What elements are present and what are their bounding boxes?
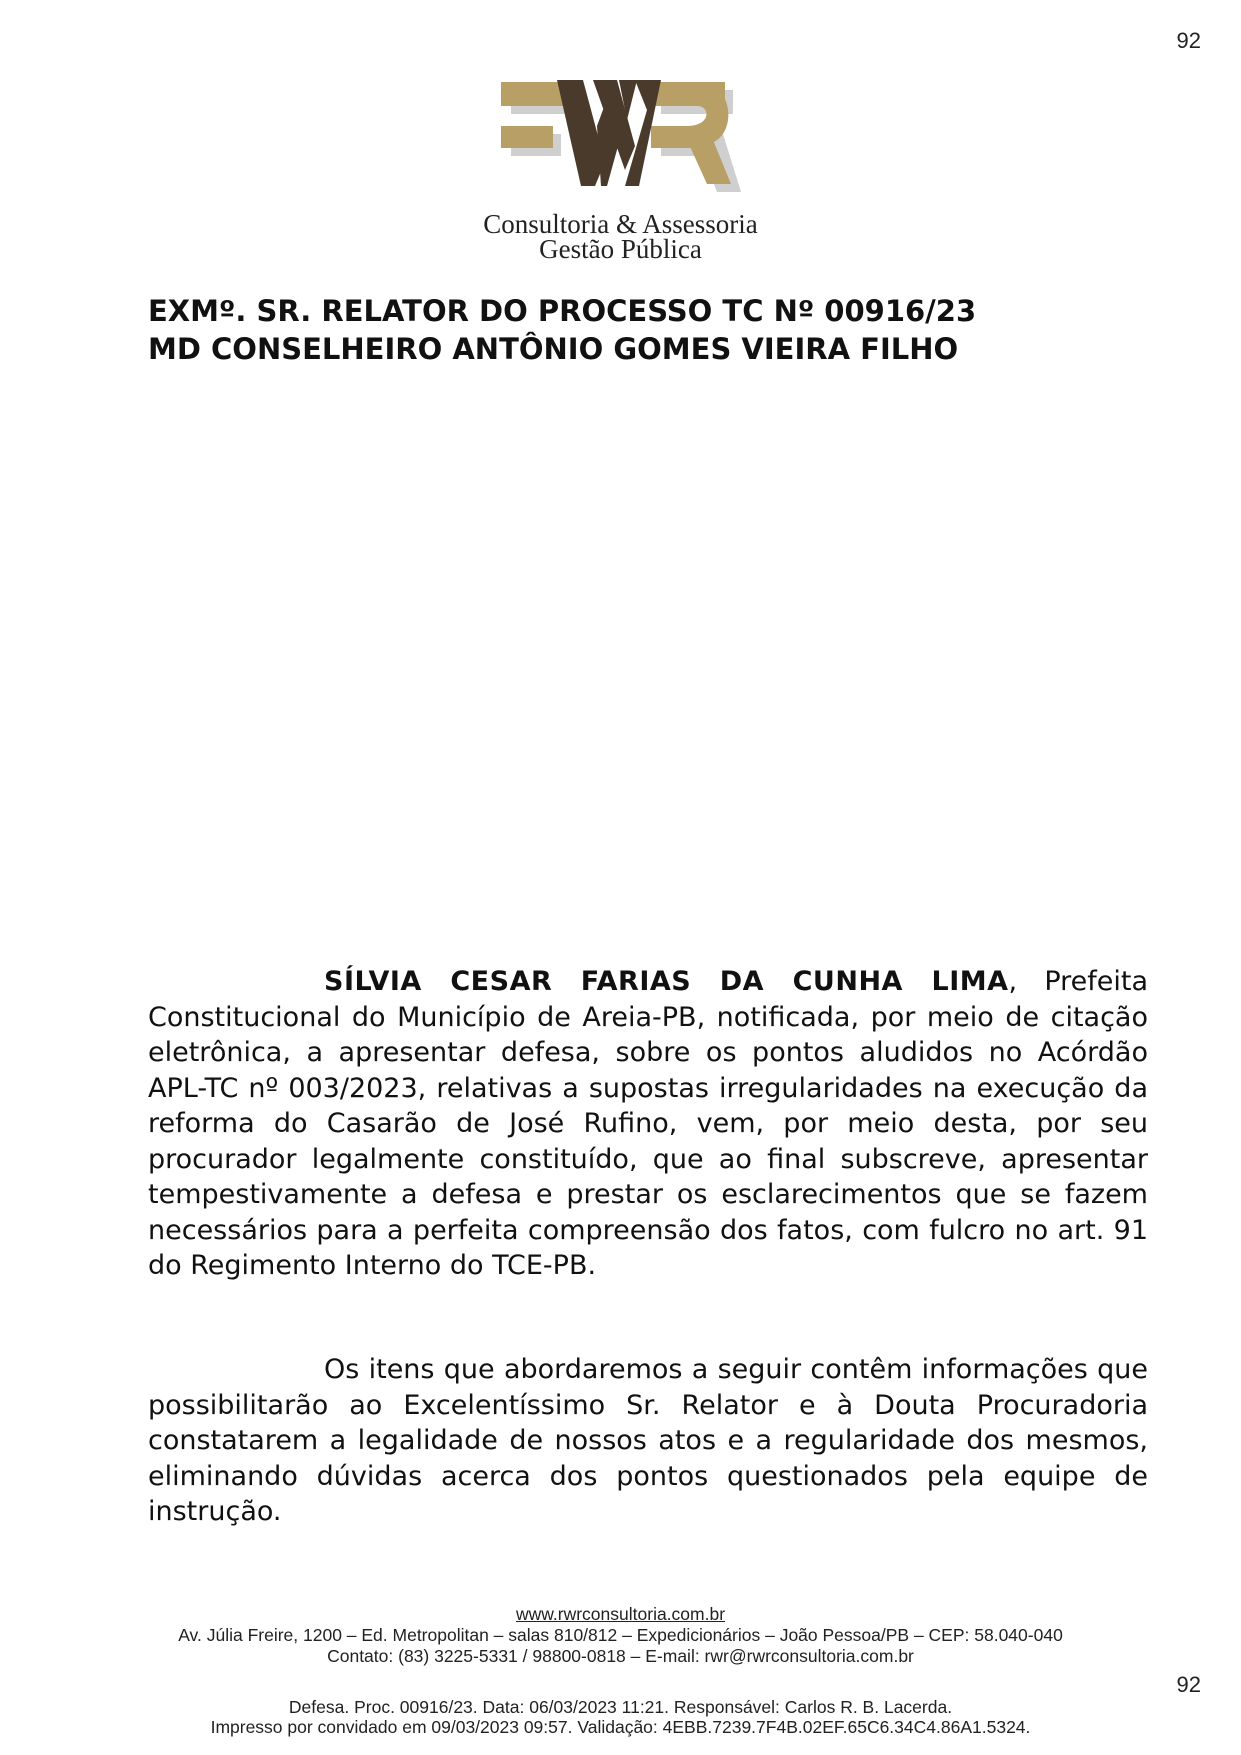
- logo-tagline-2: Gestão Pública: [539, 234, 702, 264]
- paragraph-2: [148, 1352, 1148, 1530]
- footer-address: Av. Júlia Freire, 1200 – Ed. Metropolitan – salas 810/812 – Expedicionários – João Pessoa/PB – CEP: 58.040-040: [178, 1625, 1063, 1645]
- stamp-line-1: Defesa. Proc. 00916/23. Data: 06/03/2023 11:21. Responsável: Carlos R. B. Lacerda.: [288, 1697, 953, 1717]
- logo-tagline-1: Consultoria & Assessoria: [483, 209, 758, 239]
- paragraph-1-text: , Prefeita Constitucional do Município de Areia-PB, notificada, por meio de citação eletrônica, a apresentar defesa, sobre os pontos aludidos no Acórdão APL-TC nº 003/2023, relativas a supostas irregularidades na execução da reforma do Casarão de José Rufino, vem, por meio desta, por seu procurador legalmente constituído, que ao final subscreve, apresentar tempestivamente a defesa e prestar os esclarecimentos que se fazem necessários para a perfeita compreensão dos fatos, com fulcro no art. 91 do Regimento Interno do TCE-PB.: [148, 966, 1149, 1281]
- footer-website-link[interactable]: www.rwrconsultoria.com.br: [515, 1604, 726, 1624]
- paragraph-1: [148, 964, 1148, 1284]
- heading-line-2: MD CONSELHEIRO ANTÔNIO GOMES VIEIRA FILHO: [148, 332, 959, 366]
- heading-line-1: EXMº. SR. RELATOR DO PROCESSO TC Nº 00916/23: [148, 294, 977, 328]
- stamp-line-2: Impresso por convidado em 09/03/2023 09:57. Validação: 4EBB.7239.7F4B.02EF.65C6.34C4.86A1.5324.: [210, 1717, 1031, 1737]
- document-heading: [148, 292, 976, 368]
- rwr-logo-mark: [501, 80, 741, 198]
- company-logo: [0, 80, 1241, 262]
- footer-contact: [0, 1604, 1241, 1667]
- paragraph-2-text: Os itens que abordaremos a seguir contêm informações que possibilitarão ao Excelentíssimo Sr. Relator e à Douta Procuradoria constatarem a legalidade de nossos atos e a regularidade dos mesmos, eliminando dúvidas acerca dos pontos questionados pela equipe de instrução.: [148, 1354, 1148, 1527]
- petitioner-name: SÍLVIA CESAR FARIAS DA CUNHA LIMA: [324, 966, 1009, 997]
- page-number-top: 92: [1176, 28, 1201, 53]
- page-number-bottom: 92: [1176, 1672, 1201, 1697]
- validation-stamp: [0, 1697, 1241, 1737]
- footer-contact-line: Contato: (83) 3225-5331 / 98800-0818 – E-mail: rwr@rwrconsultoria.com.br: [327, 1646, 914, 1666]
